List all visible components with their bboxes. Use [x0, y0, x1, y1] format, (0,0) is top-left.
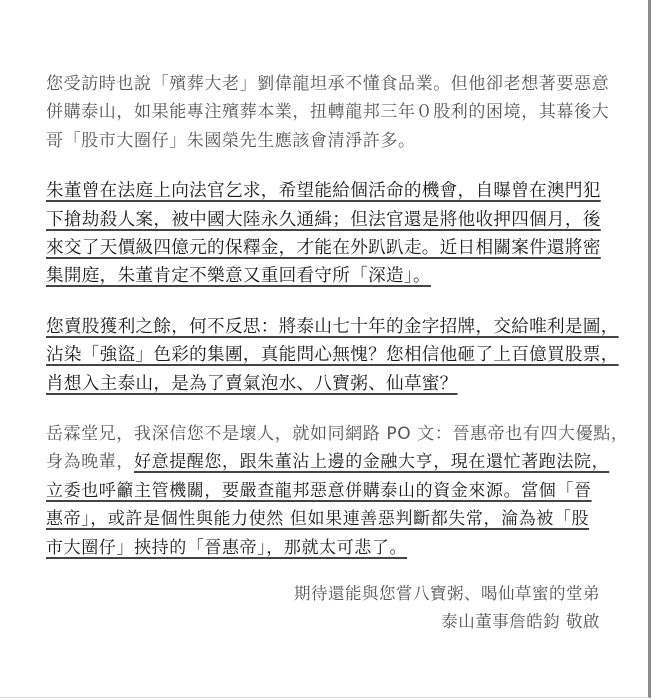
signature-closing: 期待還能與您嘗八寶粥、喝仙草蜜的堂弟 — [294, 584, 600, 603]
paragraph-3 — [46, 313, 619, 398]
underlined-text-line: 下搶劫殺人案，被中國大陸永久通緝；但法官還是將他收押四個月，後 — [46, 209, 601, 230]
paragraph-4 — [46, 420, 629, 562]
paragraph-1 — [46, 70, 614, 155]
underlined-text-line: 集開庭，朱董肯定不樂意又重回看守所「深造」。 — [46, 266, 431, 287]
underlined-text-line: 朱董曾在法庭上向法官乞求，希望能給個活命的機會，自曝曾在澳門犯 — [46, 181, 601, 202]
underlined-text: 惠帝」，或許是個性與能力使然 但如果連善惡判斷都失常，淪為被「股 — [46, 509, 590, 530]
paragraph-2 — [46, 177, 614, 291]
plain-text: 岳霖堂兄，我深信您不是壞人，就如同網路 PO 文：晉惠帝也有四大優點， — [46, 424, 629, 445]
signature-block — [294, 580, 600, 636]
text-line: 併購泰山，如果能專注殯葬本業，扭轉龍邦三年０股利的困境，其幕後大 — [46, 102, 610, 123]
letter-body — [46, 70, 629, 584]
underlined-text: 立委也呼籲主管機關，要嚴查龍邦惡意併購泰山的資金來源。當個「晉 — [46, 480, 592, 501]
underlined-text-line: 沾染「強盜」色彩的集團，真能問心無愧？您相信他砸了上百億買股票， — [46, 345, 619, 366]
underlined-text: 市大圈仔」挾持的「晉惠帝」，那就太可悲了。 — [46, 537, 408, 558]
underlined-text: 好意提醒您，跟朱董沾上邊的金融大亨，現在還忙著跑法院， — [134, 452, 610, 473]
underlined-text-line: 來交了天價級四億元的保釋金，才能在外趴趴走。近日相關案件還將密 — [46, 238, 601, 259]
text-line: 您受訪時也說「殯葬大老」劉偉龍坦承不懂食品業。但他卻老想著要惡意 — [46, 74, 610, 94]
plain-text: 身為晚輩， — [46, 452, 134, 473]
signature-name: 泰山董事詹皓鈞 敬啟 — [441, 612, 600, 631]
underlined-text-line: 您賣股獲利之餘，何不反思：將泰山七十年的金字招牌，交給唯利是圖， — [46, 316, 619, 337]
underlined-text-line: 肖想入主泰山，是為了賣氣泡水、八寶粥、仙草蜜？ — [46, 373, 458, 394]
text-line: 哥「股市大圈仔」朱國榮先生應該會清淨許多。 — [46, 130, 416, 151]
